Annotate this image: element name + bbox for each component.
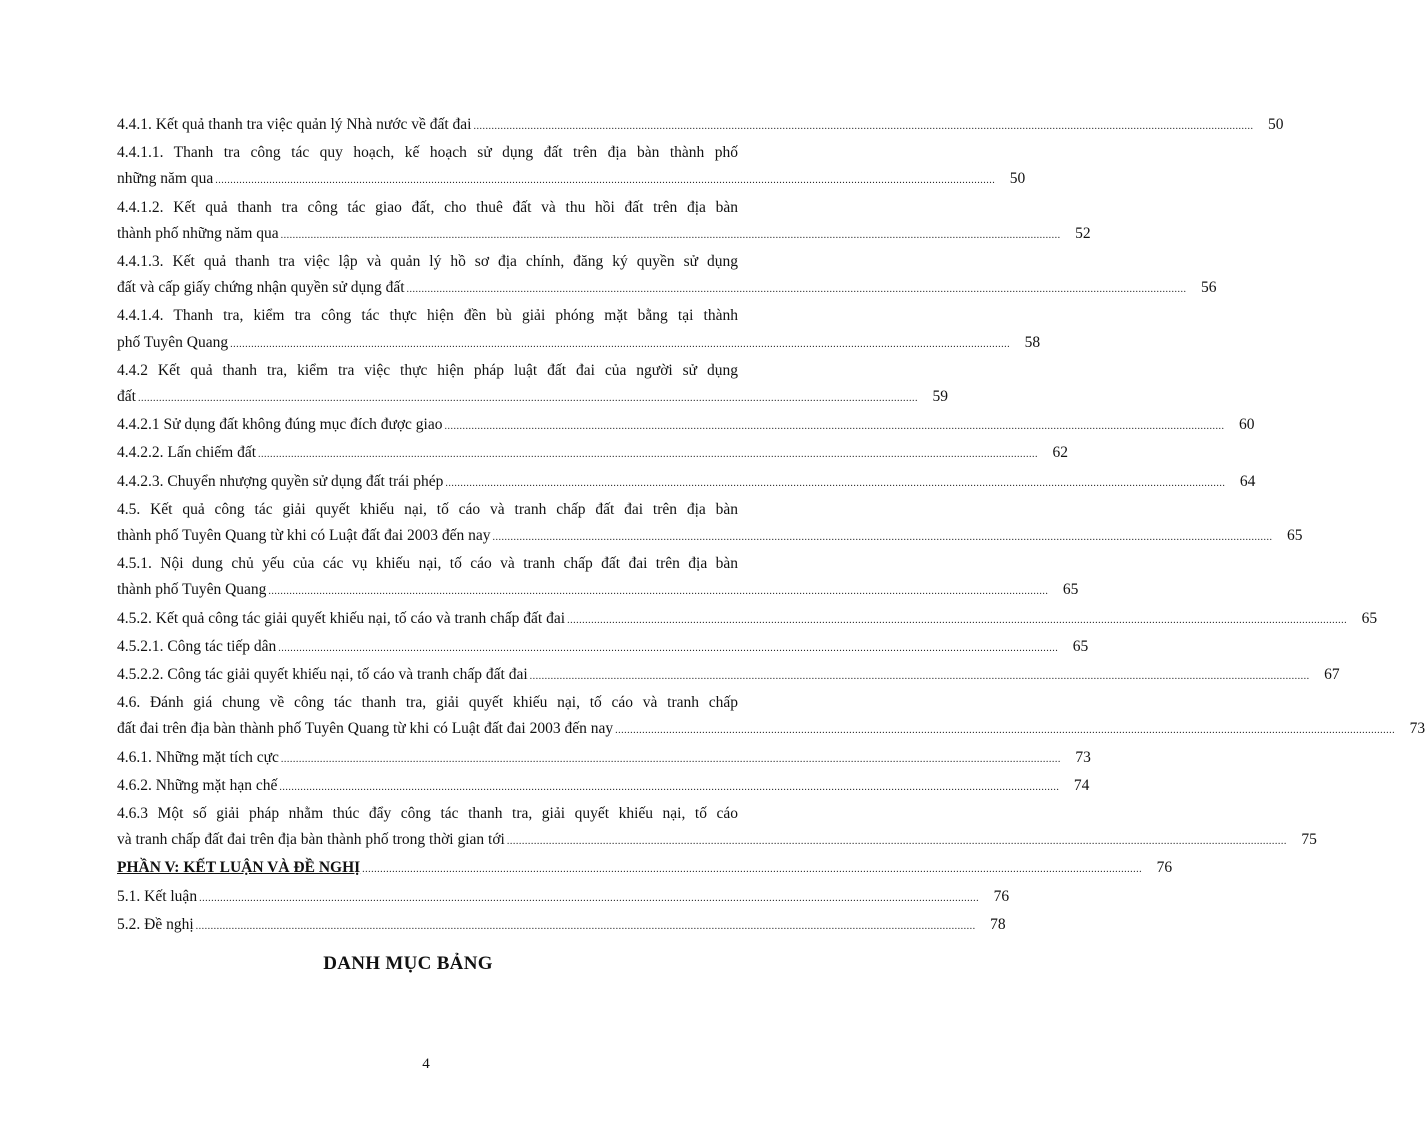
toc-entry-text: 4.4.1.4. Thanh tra, kiểm tra công tác thực hiện đền bù giải phóng mặt bằng tại thành — [117, 307, 738, 325]
toc-page-number: 75 — [1301, 831, 1317, 849]
toc-entry-text: 5.2. Đề nghị — [117, 915, 194, 933]
toc-leader-dots: .................................................................................................................................................................................................................................................................... — [258, 449, 1039, 461]
toc-entry-text: 4.5. Kết quả công tác giải quyết khiếu nại, tố cáo và tranh chấp đất đai trên địa bàn — [117, 500, 738, 518]
toc-entry-text: 5.1. Kết luận — [117, 887, 198, 905]
toc-leader-dots: .................................................................................................................................................................................................................................................................... — [492, 532, 1273, 544]
toc-leader-dots: .................................................................................................................................................................................................................................................................... — [268, 586, 1049, 598]
toc-entry[interactable] — [117, 303, 1041, 357]
toc-entry[interactable] — [117, 884, 1010, 912]
toc-page-number: 73 — [1075, 748, 1091, 766]
toc-entry-text: 4.4.2.1 Sử dụng đất không đúng mục đích được giao — [117, 416, 443, 434]
toc-page-number: 65 — [1062, 581, 1079, 599]
toc-entry-text: những năm qua — [117, 170, 214, 188]
toc-entry-text: 4.6. Đánh giá chung về công tác thanh tra, giải quyết khiếu nại, tố cáo và tranh chấp — [117, 694, 738, 712]
toc-page-number: 64 — [1239, 472, 1256, 490]
toc-leader-dots: .................................................................................................................................................................................................................................................................... — [137, 393, 918, 405]
toc-entry[interactable] — [117, 912, 1006, 940]
toc-leader-dots: .................................................................................................................................................................................................................................................................... — [567, 614, 1348, 626]
toc-entry-text: đất đai trên địa bàn thành phố Tuyên Quang từ khi có Luật đất đai 2003 đến nay — [117, 720, 614, 738]
toc-leader-dots: .................................................................................................................................................................................................................................................................... — [278, 642, 1059, 654]
toc-entry[interactable] — [117, 358, 948, 412]
toc-leader-dots: .................................................................................................................................................................................................................................................................... — [199, 892, 980, 904]
toc-entry-text: đất và cấp giấy chứng nhận quyền sử dụng đất — [117, 279, 405, 297]
toc-entry-text: 4.5.2.2. Công tác giải quyết khiếu nại, tố cáo và tranh chấp đất đai — [117, 666, 528, 684]
toc-entry[interactable] — [117, 634, 1089, 662]
toc-entry[interactable] — [117, 412, 1255, 440]
toc-page-number: 73 — [1409, 720, 1425, 738]
toc-entry-text: 4.5.2.1. Công tác tiếp dân — [117, 637, 277, 655]
toc-page-number: 52 — [1075, 224, 1091, 242]
toc-leader-dots: .................................................................................................................................................................................................................................................................... — [280, 753, 1061, 765]
toc-entry[interactable] — [117, 662, 1340, 690]
toc-entry[interactable] — [117, 773, 1090, 801]
toc-entry-text: 4.4.1.2. Kết quả thanh tra công tác giao đất, cho thuê đất và thu hồi đất trên địa bàn — [117, 198, 738, 216]
toc-entry[interactable] — [117, 690, 1425, 744]
toc-page-number: 56 — [1201, 279, 1217, 297]
toc-entry[interactable] — [117, 855, 1173, 883]
toc-entry-text: 4.5.1. Nội dung chủ yếu của các vụ khiếu nại, tố cáo và tranh chấp đất đai trên địa bàn — [117, 555, 738, 573]
toc-entry[interactable] — [117, 469, 1256, 497]
toc-leader-dots: .................................................................................................................................................................................................................................................................... — [406, 284, 1187, 296]
toc-entry[interactable] — [117, 745, 1091, 773]
toc-leader-dots: .................................................................................................................................................................................................................................................................... — [215, 175, 996, 187]
toc-entry-text: 4.4.1.1. Thanh tra công tác quy hoạch, kế hoạch sử dụng đất trên địa bàn thành phố — [117, 144, 738, 162]
table-of-contents — [117, 112, 1425, 940]
toc-leader-dots: .................................................................................................................................................................................................................................................................... — [362, 864, 1143, 876]
toc-entry-text: 4.6.2. Những mặt hạn chế — [117, 776, 278, 794]
toc-leader-dots: .................................................................................................................................................................................................................................................................... — [506, 836, 1287, 848]
toc-leader-dots: .................................................................................................................................................................................................................................................................... — [279, 781, 1060, 793]
toc-page-number: 62 — [1052, 444, 1069, 462]
toc-page-number: 76 — [1156, 859, 1173, 877]
toc-page-number: 50 — [1009, 170, 1026, 188]
toc-page-number: 60 — [1239, 416, 1255, 434]
toc-page-number: 59 — [932, 388, 948, 406]
toc-entry[interactable] — [117, 140, 1026, 194]
toc-entry-text: 4.6.3 Một số giải pháp nhằm thúc đẩy công tác thanh tra, giải quyết khiếu nại, tố cáo — [117, 805, 738, 823]
toc-page-number: 65 — [1361, 609, 1378, 627]
toc-page-number: 65 — [1286, 527, 1303, 545]
toc-entry-text: thành phố Tuyên Quang — [117, 581, 267, 599]
toc-leader-dots: .................................................................................................................................................................................................................................................................... — [195, 920, 976, 932]
toc-entry[interactable] — [117, 551, 1079, 605]
toc-entry[interactable] — [117, 801, 1317, 855]
toc-entry-text: 4.5.2. Kết quả công tác giải quyết khiếu nại, tố cáo và tranh chấp đất đai — [117, 609, 566, 627]
toc-entry[interactable] — [117, 195, 1091, 249]
toc-leader-dots: .................................................................................................................................................................................................................................................................... — [280, 229, 1061, 241]
toc-entry-text: 4.4.1. Kết quả thanh tra việc quản lý Nhà nước về đất đai — [117, 116, 472, 133]
toc-page-number: 65 — [1072, 637, 1089, 655]
toc-page-number: 58 — [1024, 333, 1041, 351]
toc-leader-dots: .................................................................................................................................................................................................................................................................... — [529, 671, 1310, 683]
toc-page-number: 67 — [1324, 666, 1340, 684]
toc-entry-text: 4.6.1. Những mặt tích cực — [117, 748, 279, 766]
toc-entry[interactable] — [117, 497, 1303, 551]
toc-leader-dots: .................................................................................................................................................................................................................................................................... — [473, 121, 1254, 132]
toc-entry[interactable] — [117, 112, 1284, 140]
toc-page-number: 78 — [990, 915, 1006, 933]
toc-entry-text: và tranh chấp đất đai trên địa bàn thành phố trong thời gian tới — [117, 831, 505, 849]
section-title: DANH MỤC BẢNG — [323, 953, 493, 974]
page-number: 4 — [422, 1056, 430, 1072]
toc-entry-text: đất — [117, 388, 136, 406]
toc-entry[interactable] — [117, 606, 1378, 634]
toc-entry-text: thành phố những năm qua — [117, 224, 279, 242]
toc-entry-text: phố Tuyên Quang — [117, 333, 229, 351]
toc-entry-text: 4.4.2.3. Chuyển nhượng quyền sử dụng đất trái phép — [117, 472, 444, 490]
toc-entry-text: PHẦN V: KẾT LUẬN VÀ ĐỀ NGHỊ — [117, 859, 361, 877]
toc-entry-text: 4.4.2.2. Lấn chiếm đất — [117, 444, 257, 462]
toc-leader-dots: .................................................................................................................................................................................................................................................................... — [444, 421, 1225, 433]
toc-page-number: 74 — [1073, 776, 1090, 794]
toc-entry-text: thành phố Tuyên Quang từ khi có Luật đất đai 2003 đến nay — [117, 527, 491, 545]
toc-entry[interactable] — [117, 249, 1217, 303]
toc-page-number: 76 — [993, 887, 1010, 905]
toc-page-number: 50 — [1267, 116, 1284, 133]
toc-entry-text: 4.4.2 Kết quả thanh tra, kiểm tra việc thực hiện pháp luật đất đai của người sử dụng — [117, 361, 738, 379]
toc-leader-dots: .................................................................................................................................................................................................................................................................... — [445, 477, 1226, 489]
toc-entry-text: 4.4.1.3. Kết quả thanh tra việc lập và quản lý hồ sơ địa chính, đăng ký quyền sử dụng — [117, 253, 738, 271]
toc-entry[interactable] — [117, 440, 1069, 468]
toc-leader-dots: .................................................................................................................................................................................................................................................................... — [230, 338, 1011, 350]
toc-leader-dots: .................................................................................................................................................................................................................................................................... — [615, 725, 1396, 737]
